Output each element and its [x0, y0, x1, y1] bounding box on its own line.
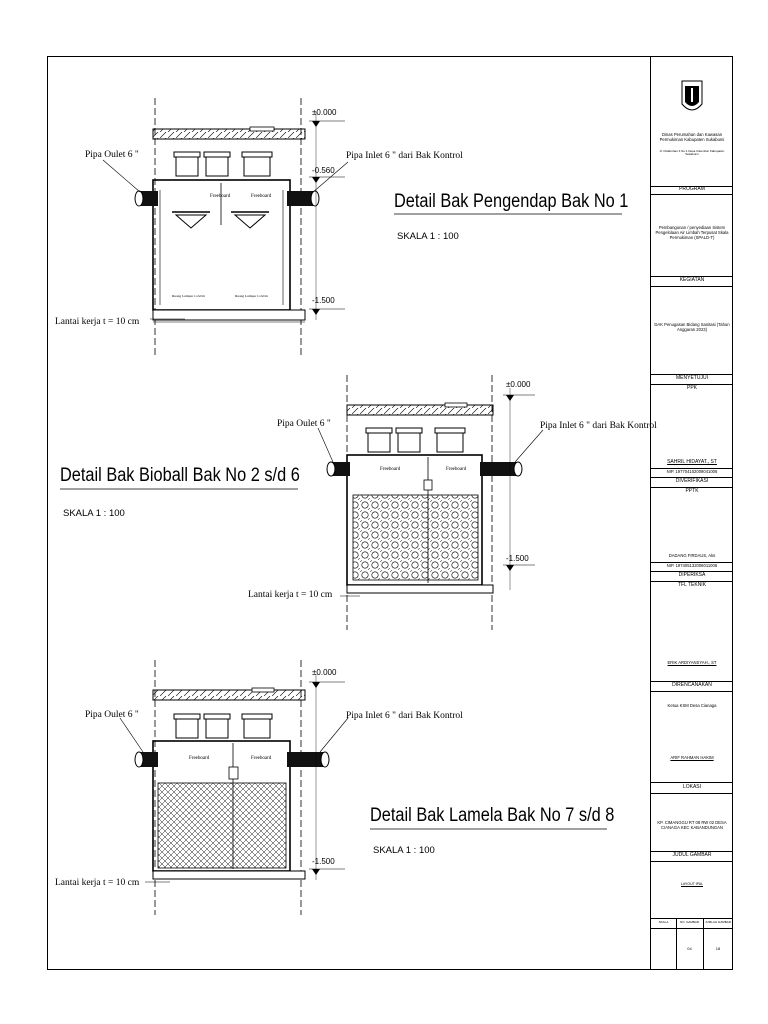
skala-label: SKALA — [658, 920, 669, 924]
level-top-label: ±0.000 — [312, 668, 337, 677]
freeboard-label: Freeboard — [251, 756, 272, 761]
drawing-title: Detail Bak Bioball Bak No 2 s/d 6 — [60, 465, 300, 486]
level-bottom-label: -1.500 — [312, 296, 335, 305]
outlet-pipe — [327, 462, 350, 476]
no-gambar-value: 04 — [687, 946, 692, 951]
tfl-label: TFL TEKNIK — [677, 582, 707, 588]
direncanakan-label: DIRENCANAKAN — [672, 682, 712, 688]
ppk-name: SAHRIL HIDAYAT., ST — [667, 459, 717, 465]
drawing-title: Detail Bak Lamela Bak No 7 s/d 8 — [370, 805, 615, 826]
manhole-covers — [174, 152, 272, 176]
program-label: PROGRAM — [679, 186, 705, 192]
level-bottom-label: -1.500 — [312, 857, 335, 866]
floor-label: Lantai kerja t = 10 cm — [55, 317, 140, 327]
title-block — [650, 56, 733, 970]
inlet-pipe — [287, 191, 319, 206]
drawing-scale: SKALA 1 : 100 — [397, 231, 459, 242]
kegiatan-text: DAK Penugasan Bidang Sanitasi (Tahun Anggaran 2023) — [654, 322, 730, 332]
floor-label: Lantai kerja t = 10 cm — [55, 878, 140, 888]
agency-name: Dinas Perumahan dan Kawasan Permukiman Kabupaten Sukabumi — [659, 132, 725, 142]
freeboard-label: Freeboard — [380, 467, 401, 472]
ppk-nip: NIP. 197704102009041006 — [666, 469, 718, 474]
inlet-pipe — [287, 752, 329, 767]
outlet-pipe-label: Pipa Oulet 6 " — [85, 710, 139, 720]
ppk-label: PPK — [686, 385, 697, 391]
menyetujui-label: MENYETUJUI — [676, 375, 708, 381]
jumlah-value: 18 — [715, 946, 721, 951]
program-text: Pembangunan / penyediaan Sistem Pengelolaan Air Limbah Terpusat Skala Permukiman (SPALD-T) — [655, 225, 729, 240]
freeboard-label: Freeboard — [189, 756, 210, 761]
drawing-pengendap — [55, 98, 463, 355]
outlet-pipe — [135, 752, 158, 767]
sludge-label: Ruang Lumpur t=22cm — [172, 294, 205, 298]
agency-address: Jl. Pelabuhan II No.1 Desa Cikembar Kabupaten Sukabumi — [659, 149, 725, 157]
judul-label: JUDUL GAMBAR — [672, 852, 712, 858]
drawing-scale: SKALA 1 : 100 — [63, 508, 125, 519]
lokasi-label: LOKASI — [682, 784, 702, 790]
lokasi-text: KP. CIMANGGU RT 08 RW 02 DESA CIANAGA KEC KABANDUNGAN — [657, 820, 727, 830]
no-gambar-label: NO. GAMBAR — [679, 920, 700, 924]
inlet-pipe-label: Pipa Inlet 6 " dari Bak Kontrol — [540, 421, 657, 431]
judul-text: LAYOUT IPAL — [681, 882, 703, 886]
freeboard-label: Freeboard — [251, 194, 272, 199]
manhole-covers — [366, 428, 465, 452]
level-pipe-label: -0.560 — [312, 166, 335, 175]
outlet-pipe-label: Pipa Oulet 6 " — [85, 150, 139, 160]
ksm-name: ARIF RAHMAN HAKIM — [670, 755, 714, 760]
kegiatan-label: KEGIATAN — [679, 277, 705, 283]
tfl-name: ERIK ARDIYANSYAH., ST — [667, 660, 717, 665]
outlet-pipe-label: Pipa Oulet 6 " — [277, 419, 331, 429]
drawing-bioball — [248, 375, 657, 630]
floor-label: Lantai kerja t = 10 cm — [248, 590, 333, 600]
level-bottom-label: -1.500 — [506, 554, 529, 563]
jumlah-label: JUMLAH GAMBAR — [705, 920, 731, 924]
drawing-title: Detail Bak Pengendap Bak No 1 — [394, 191, 629, 212]
level-top-label: ±0.000 — [506, 380, 531, 389]
inlet-pipe-label: Pipa Inlet 6 " dari Bak Kontrol — [346, 711, 463, 721]
manhole-covers — [174, 714, 272, 738]
sludge-label: Ruang Lumpur t=22cm — [235, 294, 268, 298]
inlet-pipe — [480, 462, 522, 476]
level-top-label: ±0.000 — [312, 108, 337, 117]
ksm-label: Ketua KSM Desa Cianaga — [667, 703, 717, 708]
diverifikasi-label: DIVERIFIKASI — [675, 478, 709, 484]
drawing-scale: SKALA 1 : 100 — [373, 845, 435, 856]
inlet-pipe-label: Pipa Inlet 6 " dari Bak Kontrol — [346, 151, 463, 161]
outlet-pipe — [135, 191, 158, 206]
freeboard-label: Freeboard — [446, 467, 467, 472]
drawing-lamela — [55, 660, 463, 915]
diperiksa-label: DIPERIKSA — [678, 572, 706, 578]
pptk-name: DADANG FIRDAUS, Aks — [668, 553, 716, 558]
pptk-label: PPTK — [685, 488, 699, 494]
pptk-nip: NIP. 197405132006011006 — [666, 563, 718, 568]
freeboard-label: Freeboard — [210, 194, 231, 199]
regency-seal-icon — [651, 56, 733, 136]
